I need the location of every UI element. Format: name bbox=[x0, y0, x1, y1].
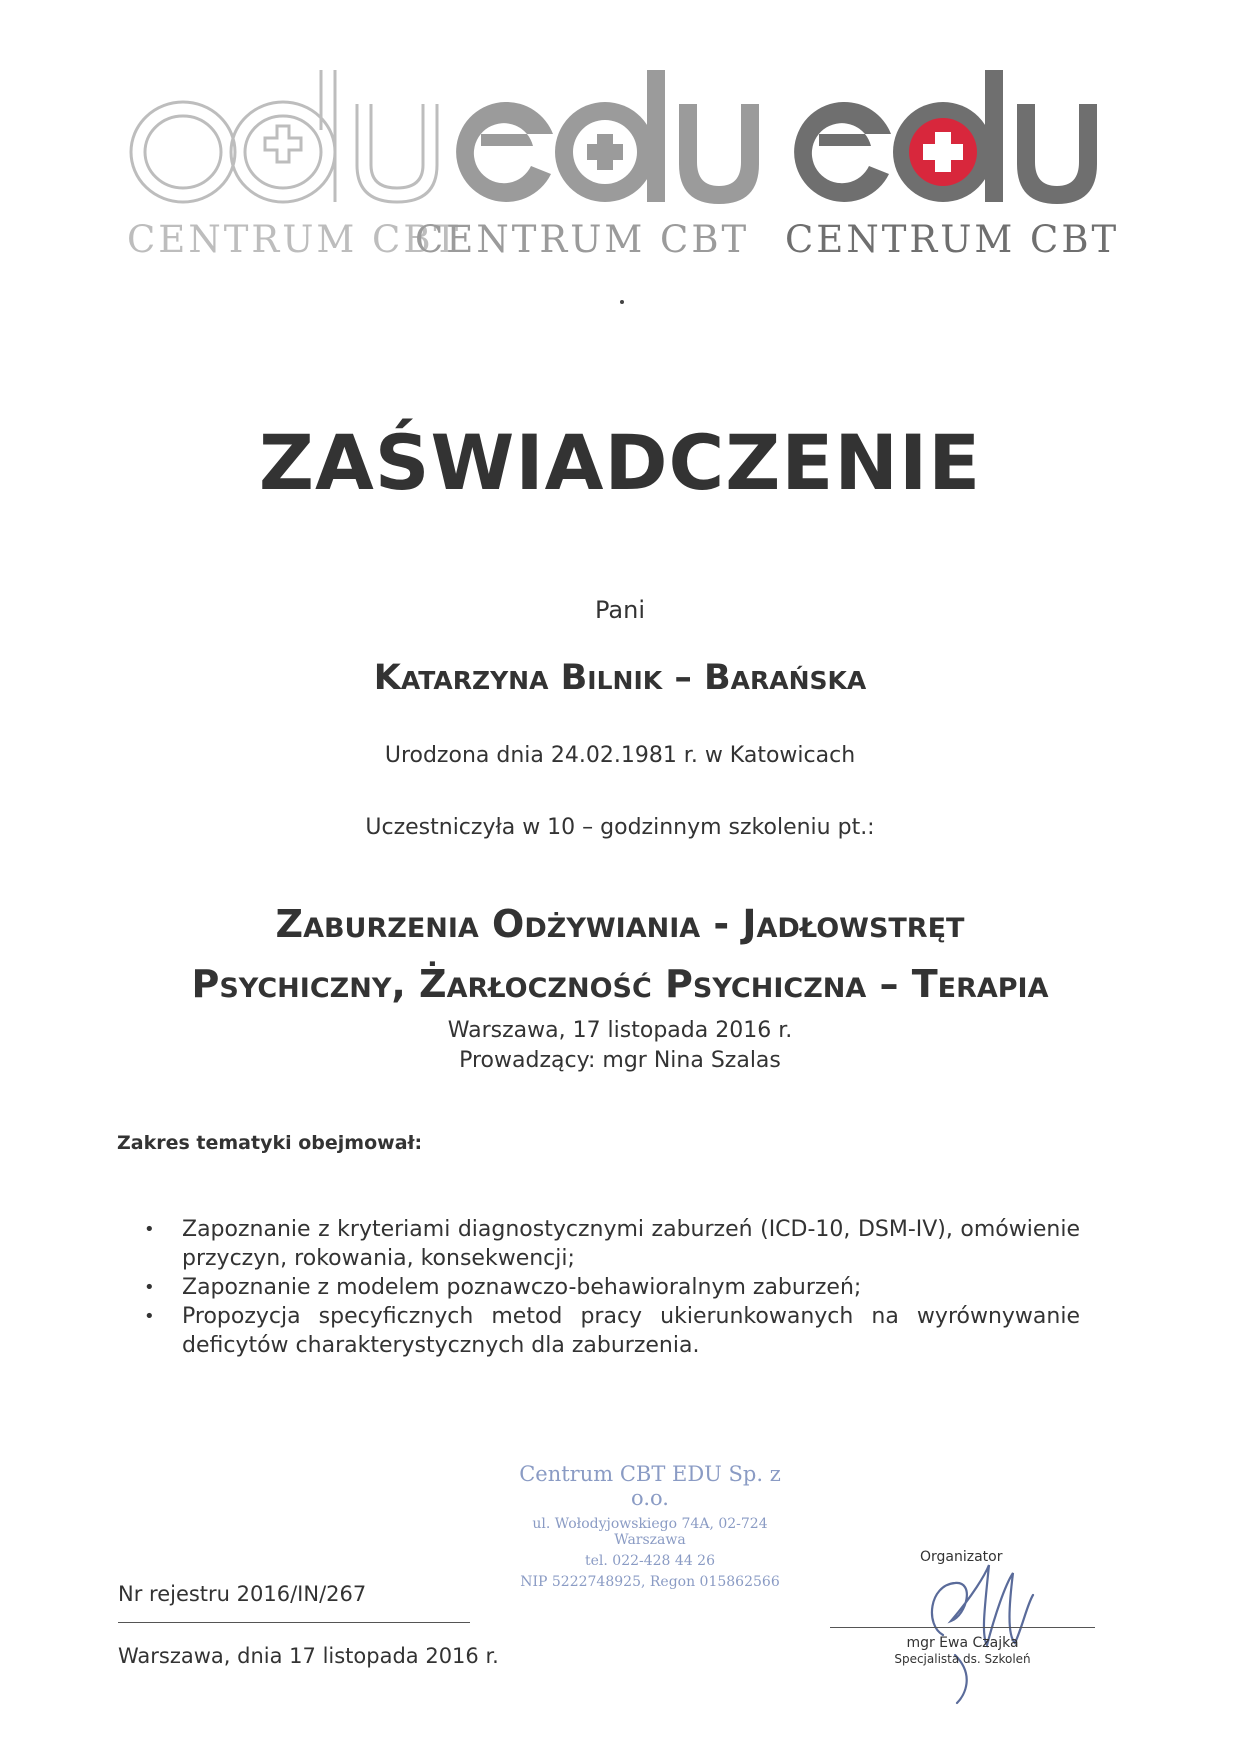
registry-number: Nr rejestru 2016/IN/267 bbox=[118, 1582, 367, 1606]
edu-grey-logo-icon bbox=[447, 70, 767, 220]
logo-band bbox=[125, 70, 1120, 270]
organizer-label: Organizator bbox=[920, 1549, 1003, 1565]
edu-red-cross-logo-icon bbox=[785, 70, 1105, 220]
logo-subtitle-1: CENTRUM CBT bbox=[127, 218, 462, 261]
stamp-phone: tel. 022-428 44 26 bbox=[585, 1553, 715, 1569]
organizer-role: Specjalista ds. Szkoleń bbox=[894, 1652, 1031, 1666]
topic-list bbox=[140, 1215, 1080, 1360]
course-lecturer: Prowadzący: mgr Nina Szalas bbox=[459, 1048, 781, 1073]
organizer-name: mgr Ewa Czajka bbox=[906, 1635, 1019, 1651]
dot-mark bbox=[620, 300, 624, 304]
logo-subtitle-3: CENTRUM CBT bbox=[785, 218, 1120, 261]
list-item bbox=[140, 1302, 1080, 1360]
document-title: ZAŚWIADCZENIE bbox=[258, 418, 982, 507]
edu-outline-logo-icon bbox=[125, 70, 445, 220]
logo-subtitle-2: CENTRUM CBT bbox=[415, 218, 750, 261]
course-place-date: Warszawa, 17 listopada 2016 r. bbox=[447, 1018, 793, 1043]
recipient-name: Katarzyna Bilnik – Barańska bbox=[373, 658, 867, 698]
handwritten-signature-icon bbox=[915, 1525, 1045, 1705]
salutation: Pani bbox=[595, 596, 645, 624]
list-item bbox=[140, 1273, 1080, 1302]
bullet-icon: • bbox=[144, 1219, 155, 1240]
bullet-icon: • bbox=[144, 1277, 155, 1298]
stamp-tax-ids: NIP 5222748925, Regon 015862566 bbox=[520, 1574, 780, 1590]
topic-text: Zapoznanie z modelem poznawczo-behawioralnym zaburzeń; bbox=[182, 1275, 862, 1300]
topic-text: Zapoznanie z kryteriami diagnostycznymi zaburzeń (ICD-10, DSM-IV), omówienie przyczyn, rokowania, konsekwencji; bbox=[182, 1217, 1080, 1271]
birth-info: Urodzona dnia 24.02.1981 r. w Katowicach bbox=[384, 743, 856, 768]
participation-text: Uczestniczyła w 10 – godzinnym szkoleniu pt.: bbox=[365, 815, 875, 840]
topic-text: Propozycja specyficznych metod pracy ukierunkowanych na wyrównywanie deficytów charakterystycznych dla zaburzenia. bbox=[182, 1304, 1080, 1358]
company-stamp bbox=[500, 1462, 800, 1590]
list-item bbox=[140, 1215, 1080, 1273]
course-title-line1: Zaburzenia Odżywiania - Jadłowstręt bbox=[275, 902, 965, 946]
bullet-icon: • bbox=[144, 1306, 155, 1327]
stamp-company-name: Centrum CBT EDU Sp. z o.o. bbox=[519, 1462, 781, 1510]
issue-date: Warszawa, dnia 17 listopada 2016 r. bbox=[118, 1644, 499, 1668]
date-signature-line bbox=[118, 1622, 470, 1623]
scope-heading: Zakres tematyki obejmował: bbox=[117, 1132, 423, 1154]
course-title-line2: Psychiczny, Żarłoczność Psychiczna – Terapia bbox=[191, 962, 1049, 1006]
organizer-signature-line bbox=[830, 1627, 1095, 1628]
stamp-address: ul. Wołodyjowskiego 74A, 02-724 Warszawa bbox=[532, 1516, 768, 1548]
